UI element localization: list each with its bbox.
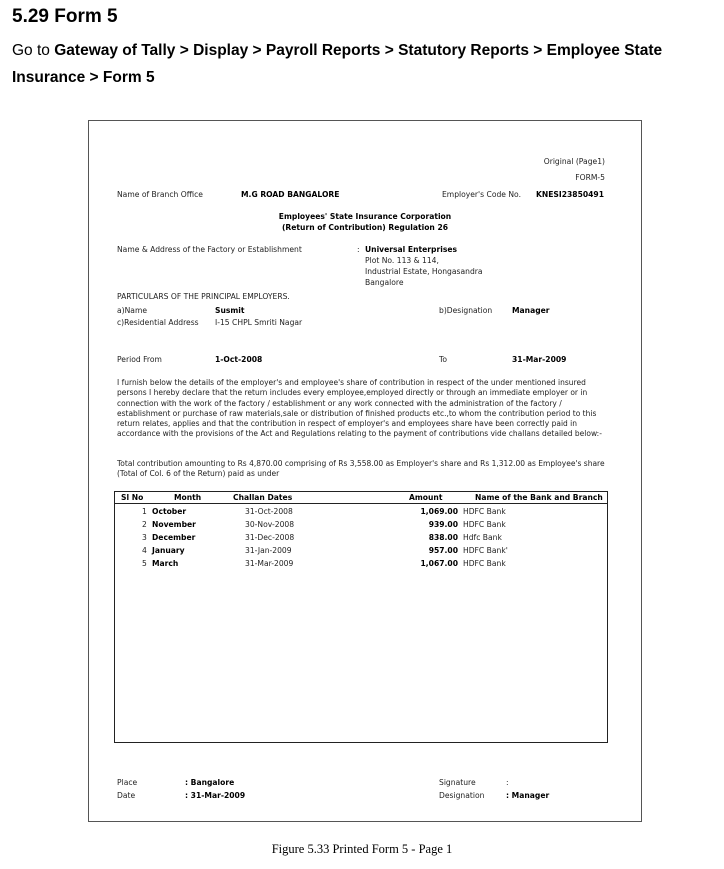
factory-address-line2: Industrial Estate, Hongasandra <box>365 267 483 276</box>
table-header <box>115 492 607 504</box>
factory-address-line1: Plot No. 113 & 114, <box>365 256 439 265</box>
signature-label: Signature <box>439 778 476 787</box>
employer-name-label: a)Name <box>117 306 148 315</box>
factory-name: Universal Enterprises <box>365 245 458 254</box>
row-month: November <box>152 520 196 529</box>
row-sl: 4 <box>142 546 147 555</box>
table-row <box>115 507 607 520</box>
row-date: 31-Dec-2008 <box>245 533 295 542</box>
copy-label: Original (Page1) <box>543 157 605 166</box>
path-text: Gateway of Tally > Display > Payroll Reports > Statutory Reports > Employee State Insurance > Form 5 <box>12 42 663 86</box>
branch-value: M.G ROAD BANGALORE <box>241 190 340 199</box>
section-title: 5.29 Form 5 <box>12 6 118 27</box>
employer-code-label: Employer's Code No. <box>442 190 521 199</box>
table-row <box>115 559 607 572</box>
employer-name-value: Susmit <box>215 306 245 315</box>
row-sl: 5 <box>142 559 147 568</box>
period-to-label: To <box>439 355 447 364</box>
date-label: Date <box>117 791 136 800</box>
row-month: October <box>152 507 187 516</box>
row-amount: 957.00 <box>428 546 458 555</box>
period-to-value: 31-Mar-2009 <box>512 355 567 364</box>
designation-label: b)Designation <box>439 306 493 315</box>
row-date: 31-Jan-2009 <box>245 546 292 555</box>
row-amount: 838.00 <box>428 533 458 542</box>
signature-value: : <box>506 778 509 787</box>
row-sl: 2 <box>142 520 147 529</box>
row-bank: HDFC Bank' <box>463 546 508 555</box>
row-month: March <box>152 559 179 568</box>
navigation-path <box>12 37 712 91</box>
footer-designation-value: : Manager <box>506 791 550 800</box>
row-date: 31-Mar-2009 <box>245 559 294 568</box>
table-row <box>115 520 607 533</box>
factory-address-line3: Bangalore <box>365 278 404 287</box>
table-row <box>115 533 607 546</box>
footer-designation-label: Designation <box>439 791 485 800</box>
branch-label: Name of Branch Office <box>117 190 203 199</box>
header-month: Month <box>174 493 202 502</box>
particulars-heading: PARTICULARS OF THE PRINCIPAL EMPLOYERS. <box>117 292 290 301</box>
factory-label: Name & Address of the Factory or Establishment <box>117 245 302 254</box>
date-value: : 31-Mar-2009 <box>185 791 246 800</box>
figure-caption: Figure 5.33 Printed Form 5 - Page 1 <box>271 842 453 856</box>
period-from-value: 1-Oct-2008 <box>215 355 263 364</box>
row-month: January <box>152 546 185 555</box>
designation-value: Manager <box>512 306 550 315</box>
total-contribution-text: Total contribution amounting to Rs 4,870.00 comprising of Rs 3,558.00 as Employer's share and Rs 1,312.00 as Employee's share (Total of Col. 6 of the Return) paid as under <box>117 459 605 479</box>
printed-form-5 <box>88 120 642 822</box>
corporation-name: Employees' State Insurance Corporation <box>278 212 452 221</box>
row-bank: Hdfc Bank <box>463 533 502 542</box>
row-amount: 1,069.00 <box>420 507 458 516</box>
form-number: FORM-5 <box>575 173 605 182</box>
row-date: 30-Nov-2008 <box>245 520 295 529</box>
residential-value: I-15 CHPL Smriti Nagar <box>215 318 303 327</box>
row-amount: 939.00 <box>428 520 458 529</box>
header-sl-no: Sl No <box>121 493 144 502</box>
factory-colon: : <box>357 245 360 254</box>
place-label: Place <box>117 778 138 787</box>
row-bank: HDFC Bank <box>463 559 506 568</box>
table-row <box>115 546 607 559</box>
period-from-label: Period From <box>117 355 162 364</box>
path-prefix: Go to <box>12 42 50 59</box>
employer-code-value: KNESI23850491 <box>536 190 604 199</box>
row-month: December <box>152 533 196 542</box>
row-date: 31-Oct-2008 <box>245 507 293 516</box>
declaration-paragraph: I furnish below the details of the employer's and employee's share of contribution in respect of the under mentioned insured persons I hereby declare that the return includes every employee,employed directly or through an immediate employer or in connection with the work of the factory / establishment or any work connected with the administration of the factory / establishment or purchase of raw materials,sale or distribution of finished products etc.,to whom the contribution period to this return relates, applies and that the contribution in respect of employer's and employees share have been correctly paid in accordance with the provisions of the Act and Regulations relating to the payment of contributions vide challans detailed below:- <box>117 378 602 439</box>
residential-label: c)Residential Address <box>117 318 199 327</box>
row-amount: 1,067.00 <box>420 559 458 568</box>
header-challan-dates: Challan Dates <box>233 493 293 502</box>
row-sl: 1 <box>142 507 147 516</box>
header-bank: Name of the Bank and Branch <box>475 493 603 502</box>
header-amount: Amount <box>409 493 443 502</box>
place-value: : Bangalore <box>185 778 235 787</box>
challan-table <box>114 491 608 743</box>
row-bank: HDFC Bank <box>463 507 506 516</box>
row-sl: 3 <box>142 533 147 542</box>
row-bank: HDFC Bank <box>463 520 506 529</box>
corporation-subtitle: (Return of Contribution) Regulation 26 <box>281 223 449 232</box>
